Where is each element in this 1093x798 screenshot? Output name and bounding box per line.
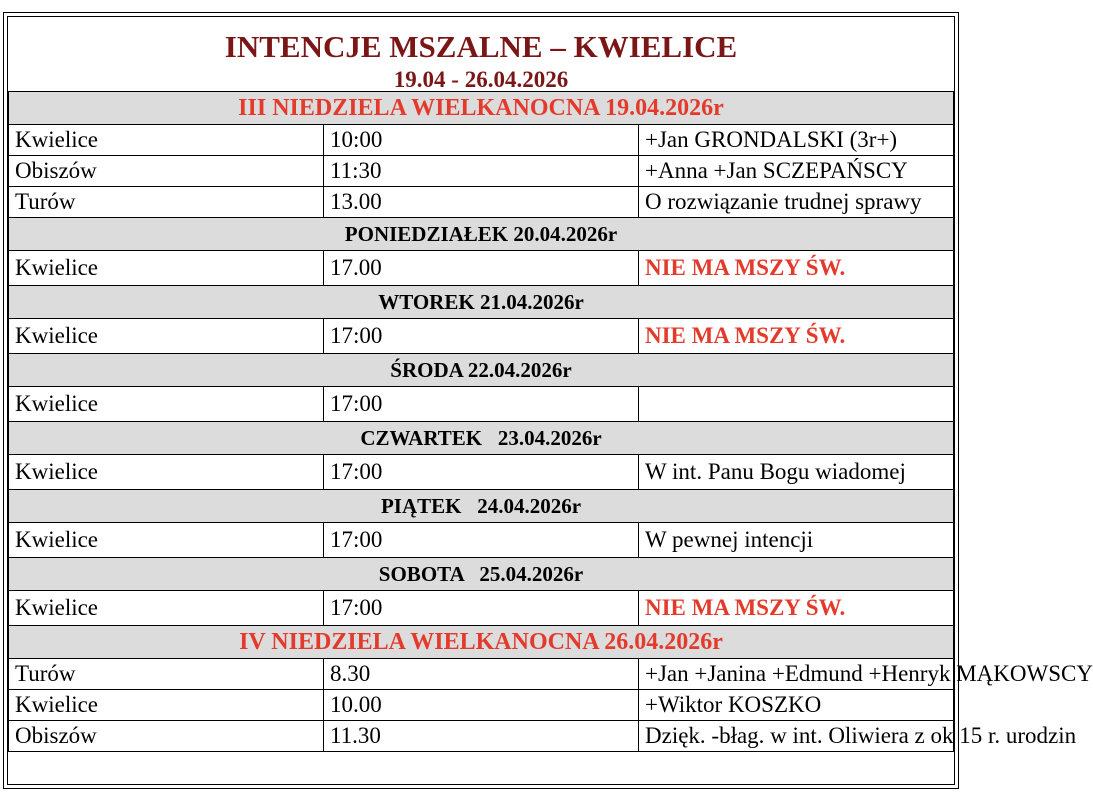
place-cell: Obiszów — [9, 156, 324, 187]
mass-intentions-table — [8, 17, 1093, 752]
day-heading: PIĄTEK 24.04.2026r — [9, 490, 954, 523]
intention-row — [9, 319, 954, 354]
intention-row — [9, 125, 954, 156]
day-heading: III NIEDZIELA WIELKANOCNA 19.04.2026r — [9, 92, 954, 125]
intention-row — [9, 690, 954, 721]
intention-row — [9, 156, 954, 187]
intention-row — [9, 455, 954, 490]
intention-row — [9, 387, 954, 422]
place-cell: Kwielice — [9, 455, 324, 490]
place-cell: Turów — [9, 659, 324, 690]
day-heading: CZWARTEK 23.04.2026r — [9, 422, 954, 455]
intention-row — [9, 187, 954, 218]
time-cell: 17:00 — [324, 455, 639, 490]
intention-cell: NIE MA MSZY ŚW. — [639, 319, 954, 354]
document-frame — [3, 12, 1093, 789]
intention-row — [9, 721, 954, 752]
time-cell: 17:00 — [324, 387, 639, 422]
day-heading-row — [9, 218, 954, 251]
day-heading-row — [9, 354, 954, 387]
intention-cell: +Anna +Jan SCZEPAŃSCY — [639, 156, 954, 187]
day-heading-row — [9, 490, 954, 523]
time-cell: 13.00 — [324, 187, 639, 218]
place-cell: Obiszów — [9, 721, 324, 752]
date-range: 19.04 - 26.04.2026 — [393, 67, 569, 92]
place-cell: Turów — [9, 187, 324, 218]
place-cell: Kwielice — [9, 319, 324, 354]
day-heading-row — [9, 286, 954, 319]
intention-row — [9, 523, 954, 558]
time-cell: 11.30 — [324, 721, 639, 752]
day-heading: WTOREK 21.04.2026r — [9, 286, 954, 319]
place-cell: Kwielice — [9, 125, 324, 156]
place-cell: Kwielice — [9, 591, 324, 626]
intention-cell: Dzięk. -błag. w int. Oliwiera z ok 15 r. urodzin — [639, 721, 954, 752]
place-cell: Kwielice — [9, 523, 324, 558]
time-cell: 8.30 — [324, 659, 639, 690]
day-heading-row — [9, 422, 954, 455]
time-cell: 11:30 — [324, 156, 639, 187]
time-cell: 17:00 — [324, 319, 639, 354]
title-row — [9, 17, 954, 92]
time-cell: 17.00 — [324, 251, 639, 286]
time-cell: 10:00 — [324, 125, 639, 156]
intention-row — [9, 659, 954, 690]
document-title: INTENCJE MSZALNE – KWIELICE — [224, 29, 738, 64]
day-heading-row — [9, 558, 954, 591]
title-cell — [9, 17, 954, 92]
day-heading: IV NIEDZIELA WIELKANOCNA 26.04.2026r — [9, 626, 954, 659]
time-cell: 10.00 — [324, 690, 639, 721]
intention-cell: W pewnej intencji — [639, 523, 954, 558]
document-inner-border — [7, 16, 1093, 785]
day-heading-row — [9, 626, 954, 659]
time-cell: 17:00 — [324, 591, 639, 626]
day-heading: ŚRODA 22.04.2026r — [9, 354, 954, 387]
intention-row — [9, 591, 954, 626]
intention-cell: NIE MA MSZY ŚW. — [639, 251, 954, 286]
intention-cell: +Jan GRONDALSKI (3r+) — [639, 125, 954, 156]
day-heading: PONIEDZIAŁEK 20.04.2026r — [9, 218, 954, 251]
intention-cell: O rozwiązanie trudnej sprawy — [639, 187, 954, 218]
intention-cell — [639, 387, 954, 422]
place-cell: Kwielice — [9, 251, 324, 286]
intention-cell: NIE MA MSZY ŚW. — [639, 591, 954, 626]
place-cell: Kwielice — [9, 690, 324, 721]
intention-cell: +Jan +Janina +Edmund +Henryk MĄKOWSCY — [639, 659, 954, 690]
intention-row — [9, 251, 954, 286]
intention-cell: +Wiktor KOSZKO — [639, 690, 954, 721]
day-heading: SOBOTA 25.04.2026r — [9, 558, 954, 591]
place-cell: Kwielice — [9, 387, 324, 422]
day-heading-row — [9, 92, 954, 125]
time-cell: 17:00 — [324, 523, 639, 558]
intention-cell: W int. Panu Bogu wiadomej — [639, 455, 954, 490]
